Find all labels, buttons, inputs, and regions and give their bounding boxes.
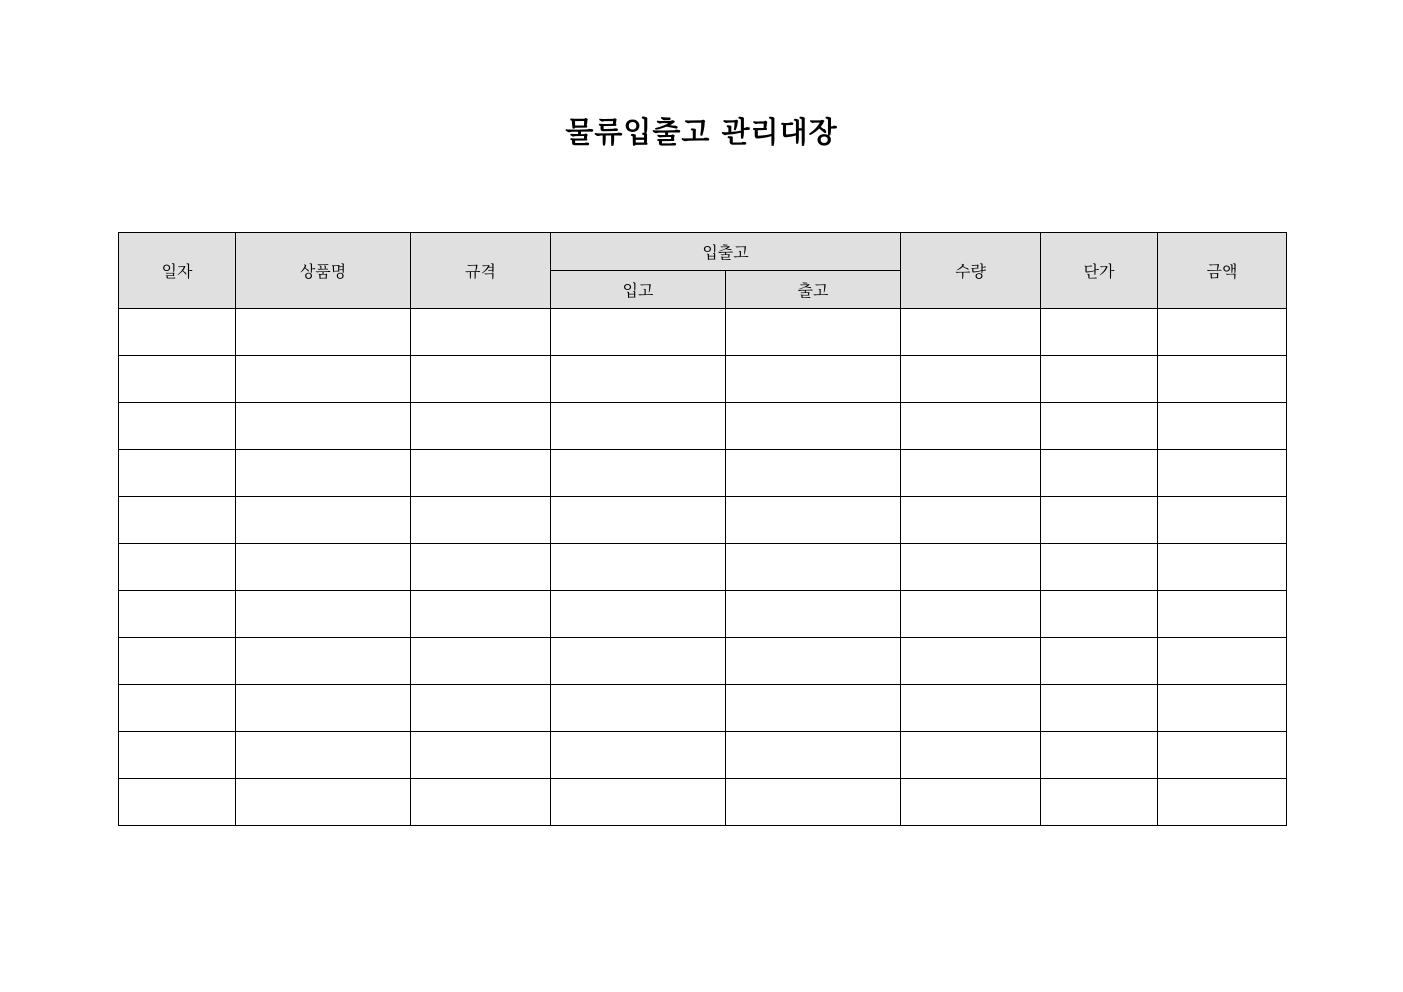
date-cell[interactable] <box>119 779 236 826</box>
quantity-cell[interactable] <box>901 544 1041 591</box>
inbound-cell[interactable] <box>551 309 726 356</box>
inbound-cell[interactable] <box>551 356 726 403</box>
spec-cell[interactable] <box>411 638 551 685</box>
unit-price-cell[interactable] <box>1041 779 1158 826</box>
inbound-cell[interactable] <box>551 450 726 497</box>
product-name-cell[interactable] <box>236 309 411 356</box>
column-header-outbound: 출고 <box>726 271 901 309</box>
spec-cell[interactable] <box>411 309 551 356</box>
amount-cell[interactable] <box>1158 685 1287 732</box>
table-row <box>119 403 1287 450</box>
unit-price-cell[interactable] <box>1041 591 1158 638</box>
amount-cell[interactable] <box>1158 638 1287 685</box>
outbound-cell[interactable] <box>726 779 901 826</box>
quantity-cell[interactable] <box>901 403 1041 450</box>
unit-price-cell[interactable] <box>1041 638 1158 685</box>
outbound-cell[interactable] <box>726 638 901 685</box>
amount-cell[interactable] <box>1158 403 1287 450</box>
inbound-cell[interactable] <box>551 685 726 732</box>
table-row <box>119 356 1287 403</box>
outbound-cell[interactable] <box>726 544 901 591</box>
date-cell[interactable] <box>119 638 236 685</box>
product-name-cell[interactable] <box>236 544 411 591</box>
unit-price-cell[interactable] <box>1041 356 1158 403</box>
spec-cell[interactable] <box>411 356 551 403</box>
unit-price-cell[interactable] <box>1041 497 1158 544</box>
product-name-cell[interactable] <box>236 685 411 732</box>
spec-cell[interactable] <box>411 403 551 450</box>
column-header-inbound: 입고 <box>551 271 726 309</box>
spec-cell[interactable] <box>411 450 551 497</box>
unit-price-cell[interactable] <box>1041 544 1158 591</box>
column-group-header-in-out: 입출고 <box>551 233 901 271</box>
inventory-ledger-table <box>118 232 1287 826</box>
inbound-cell[interactable] <box>551 779 726 826</box>
quantity-cell[interactable] <box>901 591 1041 638</box>
column-header-product-name: 상품명 <box>236 233 411 309</box>
unit-price-cell[interactable] <box>1041 309 1158 356</box>
amount-cell[interactable] <box>1158 356 1287 403</box>
inbound-cell[interactable] <box>551 638 726 685</box>
table-row <box>119 309 1287 356</box>
table-row <box>119 544 1287 591</box>
outbound-cell[interactable] <box>726 497 901 544</box>
outbound-cell[interactable] <box>726 591 901 638</box>
table-row <box>119 685 1287 732</box>
column-header-quantity: 수량 <box>901 233 1041 309</box>
page-title: 물류입출고 관리대장 <box>565 115 838 149</box>
spec-cell[interactable] <box>411 732 551 779</box>
inbound-cell[interactable] <box>551 591 726 638</box>
date-cell[interactable] <box>119 309 236 356</box>
column-header-amount: 금액 <box>1158 233 1287 309</box>
header-row <box>119 233 1287 271</box>
column-header-unit-price: 단가 <box>1041 233 1158 309</box>
amount-cell[interactable] <box>1158 497 1287 544</box>
date-cell[interactable] <box>119 497 236 544</box>
inbound-cell[interactable] <box>551 403 726 450</box>
date-cell[interactable] <box>119 732 236 779</box>
outbound-cell[interactable] <box>726 450 901 497</box>
spec-cell[interactable] <box>411 779 551 826</box>
unit-price-cell[interactable] <box>1041 685 1158 732</box>
inbound-cell[interactable] <box>551 544 726 591</box>
date-cell[interactable] <box>119 403 236 450</box>
table-row <box>119 779 1287 826</box>
outbound-cell[interactable] <box>726 403 901 450</box>
quantity-cell[interactable] <box>901 732 1041 779</box>
quantity-cell[interactable] <box>901 450 1041 497</box>
product-name-cell[interactable] <box>236 403 411 450</box>
date-cell[interactable] <box>119 591 236 638</box>
product-name-cell[interactable] <box>236 779 411 826</box>
spec-cell[interactable] <box>411 497 551 544</box>
unit-price-cell[interactable] <box>1041 450 1158 497</box>
product-name-cell[interactable] <box>236 450 411 497</box>
column-header-date: 일자 <box>119 233 236 309</box>
quantity-cell[interactable] <box>901 497 1041 544</box>
spec-cell[interactable] <box>411 544 551 591</box>
product-name-cell[interactable] <box>236 591 411 638</box>
product-name-cell[interactable] <box>236 497 411 544</box>
table-row <box>119 638 1287 685</box>
amount-cell[interactable] <box>1158 309 1287 356</box>
quantity-cell[interactable] <box>901 779 1041 826</box>
ledger-body <box>119 309 1287 826</box>
amount-cell[interactable] <box>1158 732 1287 779</box>
inbound-cell[interactable] <box>551 497 726 544</box>
amount-cell[interactable] <box>1158 591 1287 638</box>
product-name-cell[interactable] <box>236 638 411 685</box>
amount-cell[interactable] <box>1158 779 1287 826</box>
date-cell[interactable] <box>119 544 236 591</box>
quantity-cell[interactable] <box>901 356 1041 403</box>
product-name-cell[interactable] <box>236 732 411 779</box>
amount-cell[interactable] <box>1158 544 1287 591</box>
product-name-cell[interactable] <box>236 356 411 403</box>
date-cell[interactable] <box>119 450 236 497</box>
quantity-cell[interactable] <box>901 685 1041 732</box>
spec-cell[interactable] <box>411 591 551 638</box>
quantity-cell[interactable] <box>901 638 1041 685</box>
unit-price-cell[interactable] <box>1041 732 1158 779</box>
unit-price-cell[interactable] <box>1041 403 1158 450</box>
table-row <box>119 732 1287 779</box>
outbound-cell[interactable] <box>726 685 901 732</box>
outbound-cell[interactable] <box>726 356 901 403</box>
table-row <box>119 497 1287 544</box>
column-header-spec: 규격 <box>411 233 551 309</box>
inbound-cell[interactable] <box>551 732 726 779</box>
amount-cell[interactable] <box>1158 450 1287 497</box>
spec-cell[interactable] <box>411 685 551 732</box>
outbound-cell[interactable] <box>726 309 901 356</box>
table-row <box>119 450 1287 497</box>
date-cell[interactable] <box>119 356 236 403</box>
table-row <box>119 591 1287 638</box>
outbound-cell[interactable] <box>726 732 901 779</box>
quantity-cell[interactable] <box>901 309 1041 356</box>
date-cell[interactable] <box>119 685 236 732</box>
